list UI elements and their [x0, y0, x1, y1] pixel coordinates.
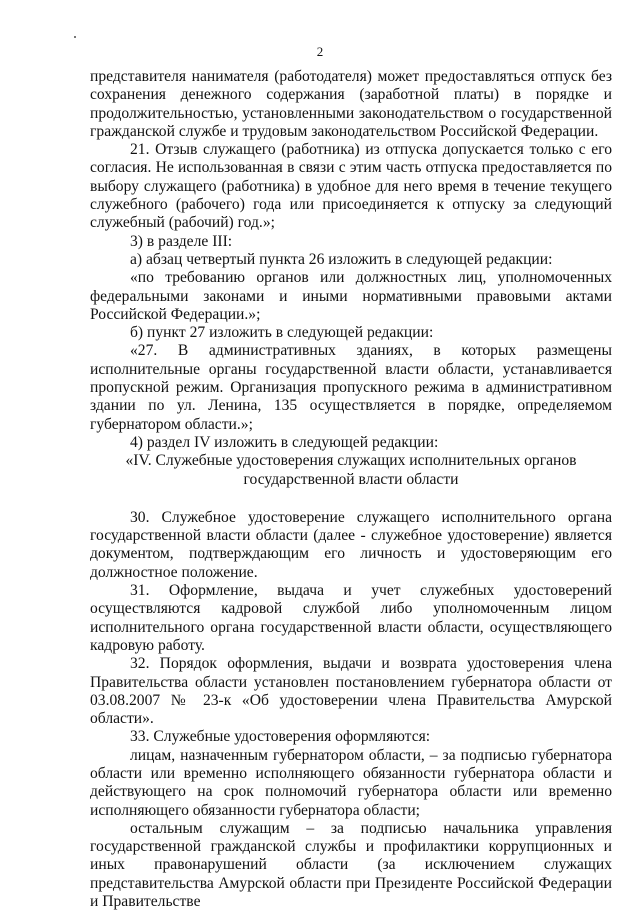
- paragraph-item-30: 30. Служебное удостоверение служащего исполнительного органа государственной власти области (далее - служебное удостоверение) является документом, подтверждающим его личность и удостоверяющим его должностное положение.: [90, 508, 612, 581]
- paragraph-continuation: представителя нанимателя (работодателя) может предоставляться отпуск без сохранения денежного содержания (заработной платы) в порядке и продолжительностью, установленными законодательством о государственной гражданской службе и трудовым законодательством Российской Федерации.: [90, 68, 612, 140]
- paragraph-item-21: 21. Отзыв служащего (работника) из отпуска допускается только с его согласия. Не использованная в связи с этим часть отпуска предоставляется по выбору служащего (работника) в удобное для него время в течение текущего служебного (рабочего) года или присоединяется к отпуску за следующий служебный (рабочий) год.»;: [90, 141, 612, 232]
- paragraph-other-employees: остальным служащим – за подписью начальника управления государственной гражданской службы и профилактики коррупционных и иных правонарушений области (за исключением служащих представительства Амурской области при Президенте Российской Федерации и Правительстве: [90, 819, 612, 911]
- paragraph-item-32: 32. Порядок оформления, выдачи и возврата удостоверения члена Правительства области установлен постановлением губернатора области от 03.08.2007 № 23-к «Об удостоверении члена Правительства Амурской области».: [90, 655, 612, 728]
- paragraph-item-31: 31. Оформление, выдача и учет служебных удостоверений осуществляются кадровой службой либо уполномоченным лицом исполнительного органа государственной власти области, осуществляющего кадровую работу.: [90, 582, 612, 654]
- paragraph-quote-26: «по требованию органов или должностных лиц, уполномоченных федеральными законами и иными нормативными правовыми актами Российской Федерации.»;: [90, 269, 612, 323]
- section-heading: «IV. Служебные удостоверения служащих исполнительных органов государственной власти области: [125, 452, 577, 488]
- paragraph-section-3: 3) в разделе III:: [130, 232, 233, 250]
- paragraph-item-33: 33. Служебные удостоверения оформляются:: [130, 728, 431, 746]
- paragraph-subitem-b: б) пункт 27 изложить в следующей редакции:: [130, 324, 434, 342]
- paragraph-subitem-a: а) абзац четвертый пункта 26 изложить в следующей редакции:: [130, 250, 553, 268]
- document-body: [90, 68, 612, 911]
- page-number: 2: [316, 44, 324, 59]
- paragraph-governor-signature: лицам, назначенным губернатором области, – за подписью губернатора области или временно исполняющего обязанности губернатора области и действующего на срок полномочий губернатора области или временно исполняющего обязанности губернатора области;: [90, 746, 612, 819]
- scan-speck: [74, 36, 76, 38]
- paragraph-section-4: 4) раздел IV изложить в следующей редакции:: [130, 433, 439, 451]
- paragraph-item-27: «27. В административных зданиях, в которых размещены исполнительные органы государственной власти области, устанавливается пропускной режим. Организация пропускного режима в административном здании по ул. Ленина, 135 осуществляется в порядке, определяемом губернатором области.»;: [90, 342, 612, 433]
